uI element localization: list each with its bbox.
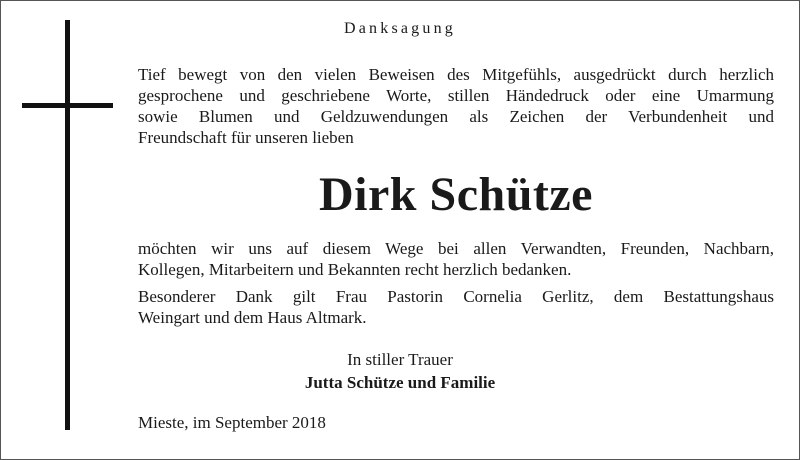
- family-signature: Jutta Schütze und Familie: [304, 373, 496, 392]
- cross-horizontal-bar: [22, 103, 113, 108]
- notice-heading: Danksagung: [344, 20, 456, 37]
- thanks-paragraph: [138, 238, 774, 280]
- intro-line: Freundschaft für unseren lieben: [138, 128, 354, 147]
- thanks-line: Kollegen, Mitarbeitern und Bekannten recht herzlich bedanken.: [138, 260, 572, 279]
- intro-line: gesprochene und geschriebene Worte, stillen Händedruck oder eine Umarmung: [138, 86, 774, 105]
- special-thanks-line: Weingart und dem Haus Altmark.: [138, 308, 367, 327]
- mourning-phrase: In stiller Trauer: [347, 350, 453, 369]
- special-thanks-line: Besonderer Dank gilt Frau Pastorin Cornelia Gerlitz, dem Bestattungshaus: [138, 287, 774, 306]
- intro-line: Tief bewegt von den vielen Beweisen des Mitgefühls, ausgedrückt durch herzlich: [138, 65, 774, 84]
- place-date: Mieste, im September 2018: [138, 413, 326, 432]
- deceased-name: Dirk Schütze: [319, 168, 593, 221]
- thanks-line: möchten wir uns auf diesem Wege bei allen Verwandten, Freunden, Nachbarn,: [138, 239, 774, 258]
- special-thanks-paragraph: [138, 286, 774, 328]
- cross-vertical-bar: [65, 20, 70, 430]
- intro-paragraph: [138, 64, 774, 148]
- intro-line: sowie Blumen und Geldzuwendungen als Zeichen der Verbundenheit und: [138, 107, 774, 126]
